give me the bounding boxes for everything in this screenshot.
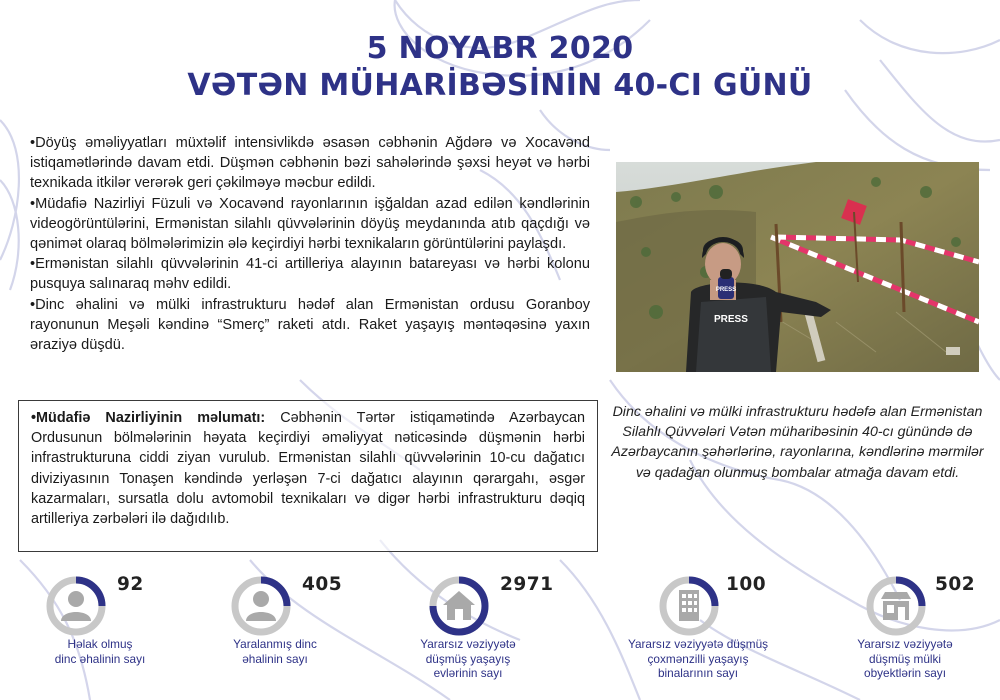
building-icon [679, 590, 699, 621]
bullet-item: •Müdafiə Nazirliyi Füzuli və Xocavənd rayonlarının işğaldan azad edilən kəndlərinin videogörüntülərini, Ermənistan silahlı qüvvələrinin döyüş meydanında atıb qaçdığı və qənimət olaraq bölmələrimizin ələ keçirdiyi hərbi texnikaların görüntülərini paylaşdı. [30, 195, 590, 253]
stat-ring [865, 575, 927, 637]
stat-ring [658, 575, 720, 637]
stat-ring [230, 575, 292, 637]
stat-value: 502 [935, 574, 976, 595]
title-date: 5 NOYABR 2020 [366, 31, 634, 66]
bullet-item: •Dinc əhalini və mülki infrastrukturu hədəf alan Ermənistan ordusu Goranboy rayonunun Meşəli kəndinə “Smerç” raketi atdı. Raket yaşayış məntəqəsinə yaxın əraziyə düşdü. [30, 296, 590, 354]
stat-ring [45, 575, 107, 637]
stat-ring [428, 575, 490, 637]
bullet-item: •Döyüş əməliyyatları müxtəlif intensivlikdə əsasən cəbhənin Ağdərə və Xocavənd istiqamətlərində davam etdi. Düşmən cəbhənin bəzi sahələrində şəxsi heyət və hərbi texnikada itkilər verərək geri çəkilməyə məcbur edildi. [30, 135, 590, 192]
stat-label: Yararsız vəziyyətə düşmüş mülki obyektlərin sayı [857, 637, 953, 680]
ministry-info-box [18, 400, 598, 552]
stat-value: 92 [117, 574, 144, 595]
person-icon [246, 591, 276, 621]
info-box-text: Cəbhənin Tərtər istiqamətində Azərbaycan Ordusunun bölmələrinin həyata keçirdiyi əməliyyat nəticəsində düşmənin hərbi infrastrukturuna ciddi ziyan vurulub. Ermənistan silahlı qüvvələrinin 10-cu dağatıcı diviziyasının Tonaşen kəndində yerləşən 7-ci dağatıcı alayının qərargahı, əsgər kazarmaları, sursatla dolu avtomobil texnikaları və digər hərbi infrastrukturu dəqiq artilleriya zərbələri ilə dağıdılıb. [31, 410, 585, 528]
stat-label: Həlak olmuş dinc əhalinin sayı [54, 637, 146, 666]
stat-value: 100 [726, 574, 767, 595]
press-vest-label: PRESS [714, 314, 748, 325]
stat-value: 405 [302, 574, 343, 595]
title-subtitle: VƏTƏN MÜHARİBƏSİNİN 40-CI GÜNÜ [187, 68, 813, 103]
stat-label: Yararsız vəziyyətə düşmüş yaşayış evlərinin sayı [420, 637, 516, 680]
page-title [0, 30, 1000, 104]
news-photo [616, 162, 979, 372]
shop-icon [881, 592, 911, 620]
house-icon [443, 591, 475, 620]
info-box-lead: •Müdafiə Nazirliyinin məlumatı: [31, 410, 266, 426]
stat-label: Yaralanmış dinc əhalinin sayı [233, 637, 317, 666]
bullet-item: •Ermənistan silahlı qüvvələrinin 41-ci artilleriya alayının batareyası və hərbi kolonu pusquya salınaraq məhv edildi. [30, 256, 590, 293]
photo-caption: Dinc əhalini və mülki infrastrukturu hədəfə alan Ermənistan Silahlı Qüvvələri Vətən müharibəsinin 40-cı günündə də Azərbaycanın şəhərlərinə, rayonlarına, kəndlərinə mərmilər və qadağan olunmuş bombalar atmağa davam etdi. [611, 404, 984, 481]
news-bullets [30, 133, 590, 355]
person-icon [61, 591, 91, 621]
stat-label: Yararsız vəziyyətə düşmüş çoxmənzilli yaşayış binalarının sayı [627, 637, 769, 680]
stat-value: 2971 [500, 574, 554, 595]
press-mic-label: PRESS [715, 287, 737, 293]
